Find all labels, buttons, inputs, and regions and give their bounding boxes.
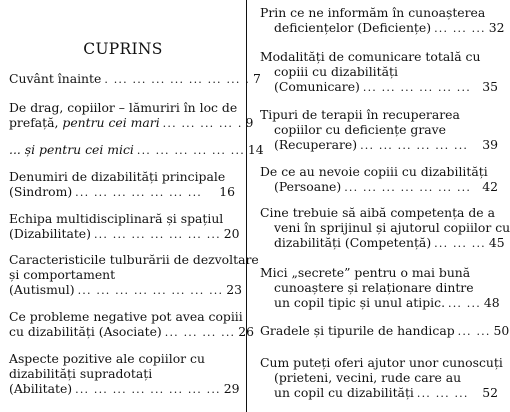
toc-leader-dots: . ... ... ... ... ... ... ... . — [104, 73, 250, 86]
toc-page-number: 9 — [245, 114, 254, 130]
toc-entry-tipuri-de-terapii[interactable] — [260, 108, 498, 153]
toc-entry-line: copiii cu dizabilități — [274, 63, 398, 79]
toc-entry-line: (prieteni, vecini, rude care au — [274, 369, 462, 385]
toc-page-number: 20 — [223, 225, 240, 241]
toc-entry-line: copiilor cu deficiențe grave — [274, 121, 446, 137]
toc-entry-title: (Sindrom) — [9, 183, 73, 199]
toc-entry-line: Modalități de comunicare totală cu — [260, 49, 481, 64]
toc-leader-dots: ... ... ... ... — [164, 325, 236, 339]
toc-page-number: 45 — [488, 234, 505, 250]
toc-entry-modalitati[interactable] — [260, 50, 498, 95]
toc-entry-title: deficiențelor (Deficiențe) — [274, 19, 432, 35]
toc-entry-line: De drag, copiilor – lămuriri în loc de — [9, 100, 238, 115]
toc-entry-line: Cum puteți oferi ajutor unor cunoscuți — [260, 355, 503, 370]
toc-leader-dots: ... ... ... ... ... ... ... — [75, 185, 202, 199]
toc-entry-gradele[interactable] — [260, 323, 510, 340]
toc-entry-line: Aspecte pozitive ale copiilor cu — [9, 351, 205, 366]
toc-leader-dots: ... ... ... ... ... ... ... — [93, 227, 221, 241]
toc-entry-title: ... și pentru cei mici — [9, 142, 134, 157]
toc-leader-dots: ... ... ... — [416, 386, 469, 400]
toc-page-number: 42 — [482, 178, 498, 194]
toc-page-number: 52 — [482, 384, 498, 400]
toc-entry-mici-secrete[interactable] — [260, 266, 498, 311]
toc-entry-title — [9, 116, 160, 131]
toc-entry-caracteristicile[interactable] — [9, 252, 259, 298]
toc-entry-line: Echipa multidisciplinară și spațiul — [9, 211, 224, 226]
toc-leader-dots: ... ... — [457, 325, 491, 338]
toc-page-number: 26 — [238, 323, 255, 339]
toc-entry-title: (Recuperare) — [274, 136, 358, 152]
toc-entry-line: dizabilități supradotați — [9, 365, 153, 381]
toc-leader-dots: ... ... — [448, 296, 481, 310]
toc-entry-line: și comportament — [9, 266, 116, 282]
toc-entry-de-ce-au-nevoie[interactable] — [260, 165, 498, 196]
toc-entry-title-italic: pentru cei mari — [62, 114, 160, 130]
toc-page-number: 39 — [482, 136, 498, 152]
toc-entry-title: (Dizabilitate) — [9, 225, 91, 241]
toc-entry-line: cunoaștere și relaționare dintre — [274, 279, 474, 295]
toc-entry-line: veni în sprijinul și ajutorul copiilor cu — [274, 219, 510, 235]
page-title: CUPRINS — [83, 40, 163, 58]
toc-entry-ce-probleme[interactable] — [9, 309, 255, 341]
toc-entry-line: Denumiri de dizabilități principale — [9, 169, 226, 184]
toc-page-number: 32 — [488, 19, 505, 35]
toc-entry-line: Tipuri de terapii în recuperarea — [260, 107, 460, 122]
toc-entry-echipa[interactable] — [9, 211, 240, 243]
toc-entry-cuvant-inainte[interactable] — [9, 71, 261, 88]
toc-page-number: 23 — [226, 281, 242, 297]
toc-leader-dots: ... ... ... ... ... ... ... — [344, 180, 472, 194]
toc-leader-dots: ... ... ... ... ... ... ... ... — [77, 283, 224, 297]
toc-entry-cine-trebuie[interactable] — [260, 205, 510, 251]
toc-page-number: 48 — [483, 294, 500, 310]
toc-leader-dots: ... ... ... ... ... ... — [360, 138, 469, 152]
toc-entry-title: Gradele și tipurile de handicap — [260, 323, 455, 338]
toc-page-number: 7 — [252, 71, 261, 86]
toc-entry-title: un copil tipic și unul atipic. — [274, 294, 446, 310]
toc-entry-aspecte-pozitive[interactable] — [9, 351, 240, 397]
toc-entry-line: De ce au nevoie copiii cu dizabilități — [260, 164, 488, 179]
toc-page-number: 14 — [247, 142, 264, 157]
toc-page-number: 29 — [223, 380, 240, 396]
toc-page-number: 50 — [493, 323, 510, 338]
toc-entry-line: Caracteristicile tulburării de dezvoltare — [9, 252, 259, 267]
toc-page-number: 16 — [219, 183, 235, 199]
toc-entry-line: Mici „secrete” pentru o mai bună — [260, 265, 471, 280]
toc-leader-dots: ... ... ... — [434, 21, 486, 35]
toc-entry-de-drag[interactable] — [9, 100, 254, 132]
toc-entry-title: (Persoane) — [274, 178, 342, 194]
toc-entry-title: dizabilități (Competență) — [274, 234, 432, 250]
toc-entry-title: (Abilitate) — [9, 380, 73, 396]
toc-leader-dots: ... ... ... ... . — [162, 116, 243, 130]
toc-entry-line: Prin ce ne informăm în cunoașterea — [260, 5, 486, 20]
toc-entry-prin-ce[interactable] — [260, 5, 505, 37]
toc-entry-title: Cuvânt înainte — [9, 71, 102, 86]
toc-entry-title: cu dizabilități (Asociate) — [9, 323, 162, 339]
toc-entry-title: un copil cu dizabilități — [274, 384, 414, 400]
toc-entry-line: Ce probleme negative pot avea copiii — [9, 309, 243, 324]
toc-entry-pentru-cei-mici[interactable] — [9, 142, 264, 159]
toc-entry-cum-puteti[interactable] — [260, 355, 503, 401]
toc-entry-title: (Comunicare) — [274, 78, 360, 94]
toc-entry-title-plain: prefață, — [9, 114, 63, 130]
toc-entry-line: Cine trebuie să aibă competența de a — [260, 205, 495, 220]
toc-entry-denumiri[interactable] — [9, 170, 235, 201]
toc-entry-title: (Autismul) — [9, 281, 75, 297]
toc-leader-dots: ... ... ... ... ... ... — [136, 144, 245, 157]
toc-leader-dots: ... ... ... ... ... ... ... ... — [75, 382, 221, 396]
right-column — [247, 0, 510, 412]
toc-page-number: 35 — [482, 78, 498, 94]
toc-leader-dots: ... ... ... — [434, 236, 486, 250]
toc-leader-dots: ... ... ... ... ... ... — [362, 80, 471, 94]
